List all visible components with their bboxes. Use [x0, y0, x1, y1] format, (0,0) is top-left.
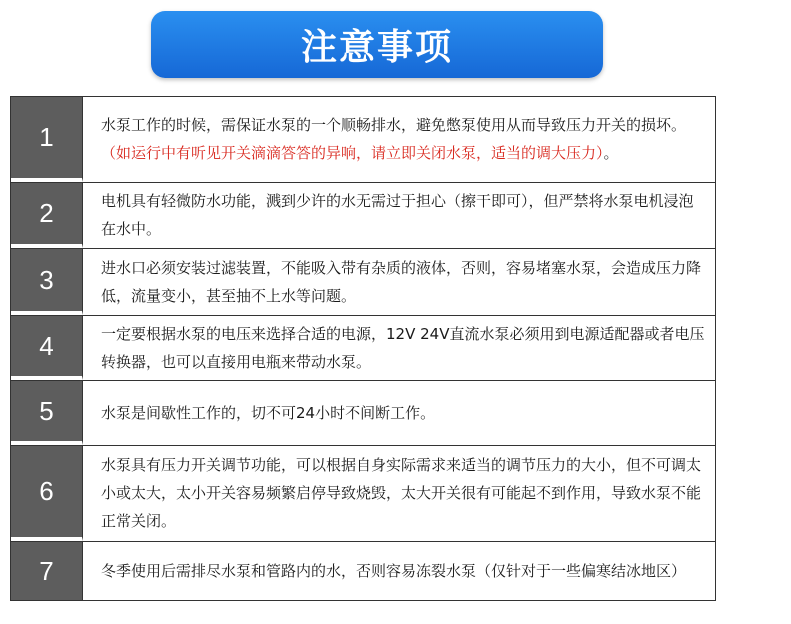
note-number: 4 [11, 316, 83, 380]
note-body: 冬季使用后需排尽水泵和管路内的水，否则容易冻裂水泵（仅针对于一些偏寒结冰地区） [101, 561, 687, 580]
note-number: 7 [11, 542, 83, 600]
note-number: 1 [11, 97, 83, 182]
note-row-5 [11, 381, 715, 446]
note-text [83, 183, 715, 248]
note-number: 5 [11, 381, 83, 445]
note-body: 一定要根据水泵的电压来选择合适的电源，12V 24V直流水泵必须用到电源适配器或者电压转换器，也可以直接用电瓶来带动水泵。 [101, 324, 705, 371]
notes-table [10, 96, 716, 601]
note-suffix: 。 [603, 144, 619, 162]
page-title: 注意事项 [300, 27, 453, 68]
note-body: 水泵工作的时候，需保证水泵的一个顺畅排水，避免憋泵使用从而导致压力开关的损坏。 [101, 116, 687, 134]
title-banner [151, 11, 603, 78]
note-row-4 [11, 316, 715, 381]
note-body: 水泵具有压力开关调节功能，可以根据自身实际需求来适当的调节压力的大小，但不可调太小或太大，太小开关容易频繁启停导致烧毁，太大开关很有可能起不到作用，导致水泵不能正常关闭。 [101, 456, 702, 530]
note-row-2 [11, 183, 715, 249]
note-row-6 [11, 446, 715, 542]
note-text [83, 381, 715, 445]
note-text [83, 446, 715, 541]
note-number: 3 [11, 249, 83, 315]
note-text [83, 542, 715, 600]
note-text [83, 316, 715, 380]
note-number: 6 [11, 446, 83, 541]
note-row-7 [11, 542, 715, 600]
note-body: 进水口必须安装过滤装置，不能吸入带有杂质的液体，否则，容易堵塞水泵，会造成压力降低，流量变小，甚至抽不上水等问题。 [101, 258, 702, 305]
note-body: 电机具有轻微防水功能，溅到少许的水无需过于担心（擦干即可），但严禁将水泵电机浸泡在水中。 [101, 192, 694, 238]
note-row-1 [11, 97, 715, 183]
note-text [83, 97, 715, 182]
note-text [83, 249, 715, 315]
note-warning: （如运行中有听见开关滴滴答答的异响，请立即关闭水泵，适当的调大压力） [101, 144, 604, 162]
note-row-3 [11, 249, 715, 316]
note-body: 水泵是间歇性工作的，切不可24小时不间断工作。 [101, 403, 436, 422]
note-number: 2 [11, 183, 83, 248]
